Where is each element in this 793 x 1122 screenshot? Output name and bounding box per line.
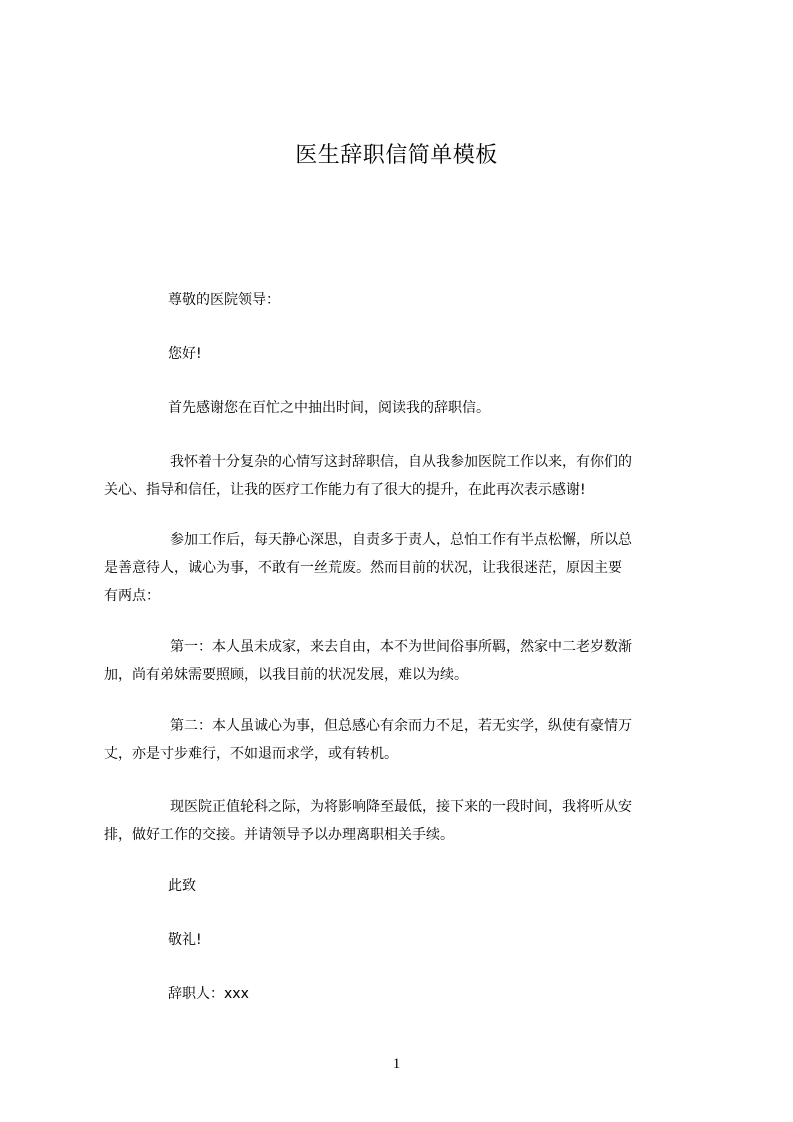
greeting: 您好! [168, 346, 202, 362]
paragraph-line: 第一：本人虽未成家，来去自由，本不为世间俗事所羁，然家中二老岁数渐 [170, 639, 632, 655]
paragraph-line: 第二：本人虽诚心为事，但总感心有余而力不足，若无实学，纵使有豪情万 [170, 718, 632, 734]
paragraph-line: 有两点： [104, 588, 160, 604]
paragraph-line: 加，尚有弟妹需要照顾，以我目前的状况发展，难以为续。 [104, 667, 468, 683]
paragraph-reason-one [104, 633, 704, 689]
paragraph-handover [104, 793, 704, 849]
paragraph-reflection [104, 526, 704, 610]
paragraph-line: 关心、指导和信任，让我的医疗工作能力有了很大的提升，在此再次表示感谢! [104, 482, 586, 498]
paragraph-feelings [104, 448, 704, 504]
paragraph-line: 排，做好工作的交接。并请领导予以办理离职相关手续。 [104, 827, 454, 843]
signature: 辞职人：xxx [168, 986, 249, 1002]
closing-line-2: 敬礼! [168, 932, 202, 948]
page-number: 1 [392, 1056, 401, 1072]
paragraph-line: 丈，亦是寸步难行，不如退而求学，或有转机。 [104, 746, 398, 762]
paragraph-line: 是善意待人，诚心为事，不敢有一丝荒废。然而目前的状况，让我很迷茫，原因主要 [104, 560, 622, 576]
paragraph-thanks: 首先感谢您在百忙之中抽出时间，阅读我的辞职信。 [168, 400, 490, 416]
paragraph-line: 参加工作后，每天静心深思，自责多于责人，总怕工作有半点松懈，所以总 [170, 532, 632, 548]
document-title: 医生辞职信简单模板 [295, 143, 498, 168]
paragraph-reason-two [104, 712, 704, 768]
paragraph-line: 现医院正值轮科之际，为将影响降至最低，接下来的一段时间，我将听从安 [170, 799, 632, 815]
paragraph-line: 我怀着十分复杂的心情写这封辞职信，自从我参加医院工作以来，有你们的 [170, 454, 632, 470]
closing-line-1: 此致 [168, 878, 196, 894]
salutation: 尊敬的医院领导： [168, 292, 280, 308]
